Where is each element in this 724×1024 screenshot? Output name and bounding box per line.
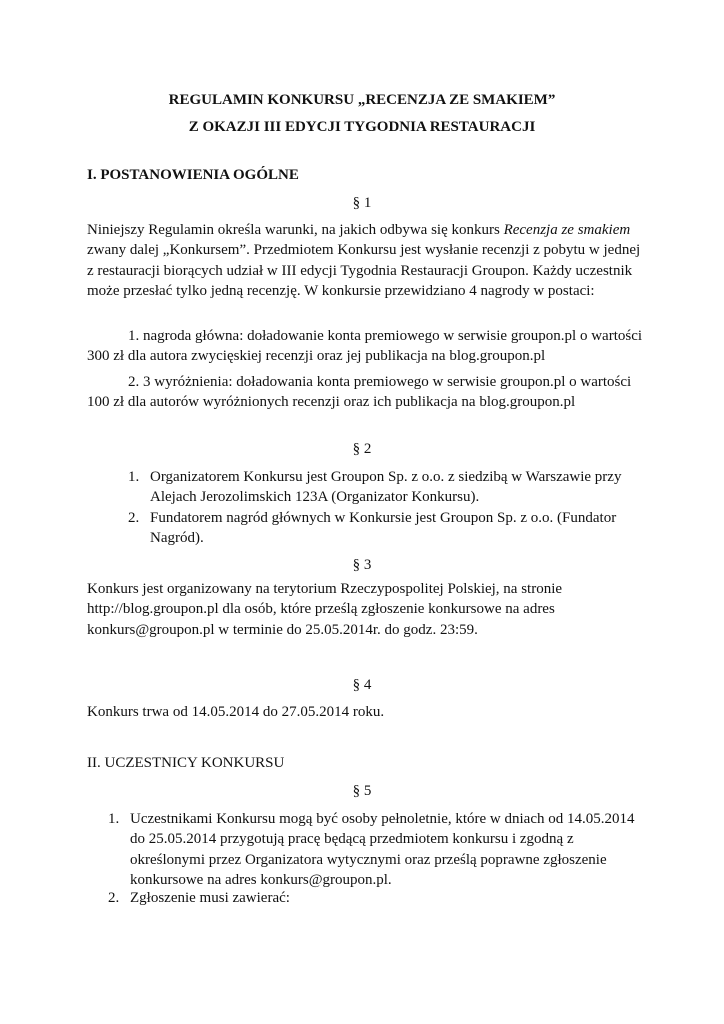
list-number: 2. xyxy=(128,510,140,526)
participants-text: Uczestnikami Konkursu mogą być osoby pełnoletnie, które w dniach od 14.05.2014 do 25.05.2014 przygotują pracę będącą przedmiotem konkursu i zgodną z określonymi przez Organizatora wytycznymi oraz prześlą poprawne zgłoszenie konkursowe na adres konkurs@groupon.pl. xyxy=(130,811,635,888)
paragraph-4-text: Konkurs trwa od 14.05.2014 do 27.05.2014 roku. xyxy=(87,704,385,720)
list-number: 1. xyxy=(108,811,120,827)
paragraph-sign-5: § 5 xyxy=(352,783,372,799)
paragraph-sign-2: § 2 xyxy=(352,441,372,457)
prize-main: 1. nagroda główna: doładowanie konta premiowego w serwisie groupon.pl o wartości 300 zł dla autora zwycięskiej recenzji oraz jej publikacja na blog.groupon.pl xyxy=(87,328,643,365)
paragraph-sign-3: § 3 xyxy=(352,557,372,573)
section-heading-participants: II. UCZESTNICY KONKURSU xyxy=(87,755,285,771)
section-heading-general: I. POSTANOWIENIA OGÓLNE xyxy=(87,167,299,183)
paragraph-1-text: Niniejszy Regulamin określa warunki, na jakich odbywa się konkurs Recenzja ze smakiem zwany dalej „Konkursem”. Przedmiotem Konkursu jest wysłanie recenzji z pobytu w jednej z restauracji biorących udział w III edycji Tygodnia Restauracji Groupon. Każdy uczestnik może przesłać tylko jedną recenzję. W konkursie przewidziano 4 nagrody w postaci: xyxy=(87,222,641,299)
document-subtitle: Z OKAZJI III EDYCJI TYGODNIA RESTAURACJI xyxy=(188,119,536,135)
paragraph-3-text: Konkurs jest organizowany na terytorium Rzeczypospolitej Polskiej, na stronie http://blog.groupon.pl dla osób, które prześlą zgłoszenie konkursowe na adres konkurs@groupon.pl w terminie do 25.05.2014r. do godz. 23:59. xyxy=(87,581,563,638)
document-title: REGULAMIN KONKURSU „RECENZJA ZE SMAKIEM” xyxy=(168,92,556,108)
prize-distinctions: 2. 3 wyróżnienia: doładowania konta premiowego w serwisie groupon.pl o wartości 100 zł dla autorów wyróżnionych recenzji oraz ich publikacja na blog.groupon.pl xyxy=(87,374,632,411)
paragraph-sign-1: § 1 xyxy=(352,195,372,211)
founder-text: Fundatorem nagród głównych w Konkursie jest Groupon Sp. z o.o. (Fundator Nagród). xyxy=(150,510,617,547)
list-number: 1. xyxy=(128,469,140,485)
paragraph-sign-4: § 4 xyxy=(352,677,372,693)
organizer-text: Organizatorem Konkursu jest Groupon Sp. z o.o. z siedzibą w Warszawie przy Alejach Jerozolimskich 123A (Organizator Konkursu). xyxy=(150,469,622,506)
submission-requirements: Zgłoszenie musi zawierać: xyxy=(130,890,290,906)
list-number: 2. xyxy=(108,890,120,906)
contest-name: Recenzja ze smakiem xyxy=(503,222,631,238)
